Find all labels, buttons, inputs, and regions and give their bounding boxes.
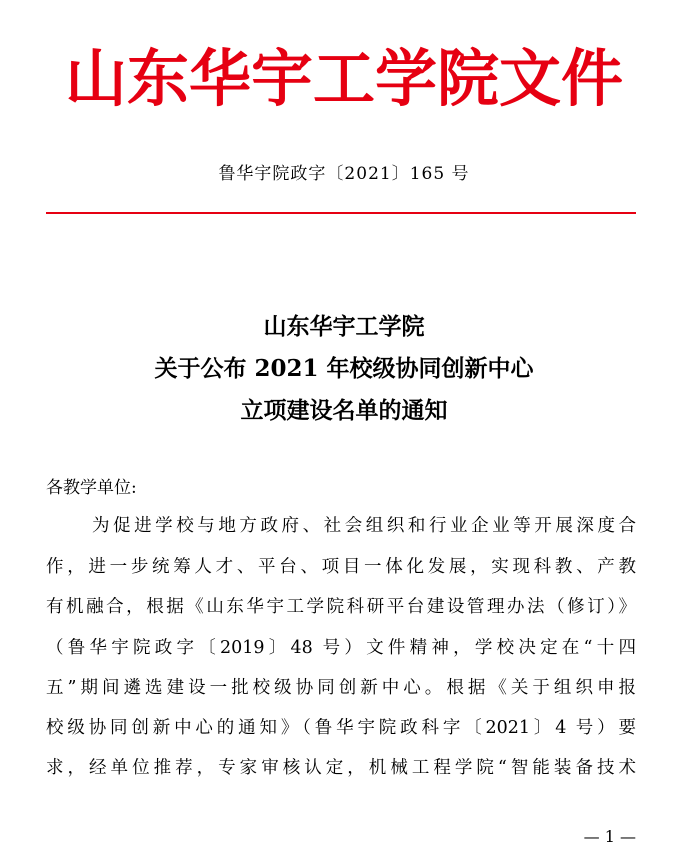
document-masthead: 山东华宇工学院文件 [64,42,623,115]
body-line: 为促进学校与地方政府、社会组织和行业企业等开展深度合 [92,516,636,536]
document-number: 鲁华宇院政字〔2021〕165 号 [218,164,470,184]
red-divider-line [46,212,636,214]
body-line: 五”期间遴选建设一批校级协同创新中心。根据《关于组织申报 [46,678,636,698]
body-line: 作，进一步统筹人才、平台、项目一体化发展，实现科教、产教 [46,557,636,577]
title-line-3: 立项建设名单的通知 [240,397,448,424]
title-line-2: 关于公布 2021 年校级协同创新中心 [154,355,534,382]
body-line: （鲁华宇院政字〔2019〕48 号）文件精神，学校决定在“十四 [46,638,636,658]
page-number: — 1 — [583,827,636,846]
salutation: 各教学单位: [46,478,137,498]
body-line: 求，经单位推荐，专家审核认定，机械工程学院“智能装备技术 [46,758,636,778]
body-line: 有机融合，根据《山东华宇工学院科研平台建设管理办法（修订）》 [46,597,636,617]
body-line: 校级协同创新中心的通知》（鲁华宇院政科字〔2021〕4 号）要 [46,718,636,738]
title-line-1: 山东华宇工学院 [263,313,425,340]
